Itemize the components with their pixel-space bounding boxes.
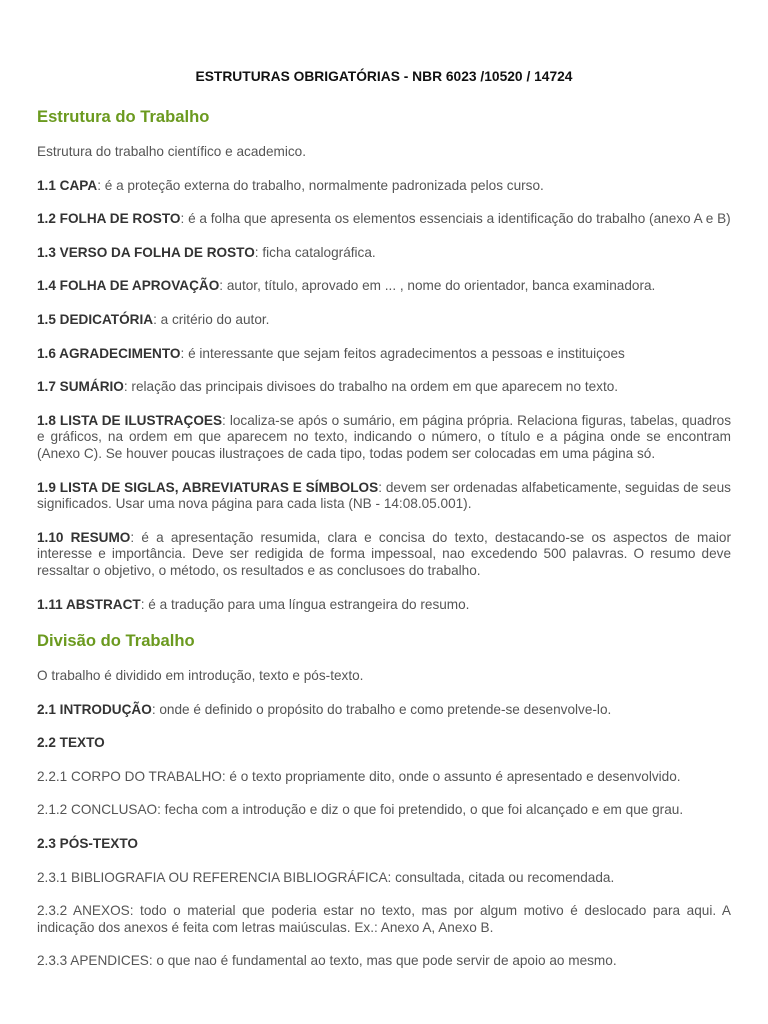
item-anexos: 2.3.2 ANEXOS: todo o material que poderia estar no texto, mas por algum motivo é deslocado para aqui. A indicação dos anexos é feita com letras maiúsculas. Ex.: Anexo A, Anexo B. — [37, 903, 731, 935]
item-label: 2.1 INTRODUÇÃO — [37, 701, 152, 717]
item-text: : localiza-se após o sumário, em página própria. Relaciona figuras, tabelas, quadros e gráficos, na ordem em que aparecem no texto, indicando o número, o título e a página onde se encontram (Anexo C). Se houver poucas ilustraçoes de cada tipo, todas podem ser colocadas em uma página só. — [37, 412, 731, 461]
item-agradecimento — [37, 346, 731, 363]
item-label: 2.2 TEXTO — [37, 735, 105, 751]
item-text: : devem ser ordenadas alfabeticamente, seguidas de seus significados. Usar uma nova página para cada lista (NB - 14:08.05.001). — [37, 479, 731, 512]
item-label: 1.11 ABSTRACT — [37, 596, 141, 612]
item-text: : a critério do autor. — [153, 311, 270, 327]
item-label: 2.3 PÓS-TEXTO — [37, 836, 138, 852]
item-pos-texto — [37, 836, 731, 853]
section-intro: O trabalho é dividido em introdução, texto e pós-texto. — [37, 668, 364, 684]
item-label: 1.1 CAPA — [37, 177, 98, 193]
item-text: : relação das principais divisoes do trabalho na ordem em que aparecem no texto. — [123, 379, 619, 395]
item-label: 1.6 AGRADECIMENTO — [37, 345, 181, 361]
item-label: 1.8 LISTA DE ILUSTRAÇOES — [37, 412, 223, 428]
item-label: 1.5 DEDICATÓRIA — [37, 311, 154, 327]
item-text: : é a apresentação resumida, clara e concisa do texto, destacando-se os aspectos de maior interesse e importância. Deve ser redigida de forma impessoal, nao excedendo 500 palavras. O resumo deve ressaltar o objetivo, o método, os resultados e as conclusoes do trabalho. — [37, 529, 732, 578]
item-resumo — [37, 530, 731, 580]
item-text: : é interessante que sejam feitos agradecimentos a pessoas e instituiçoes — [180, 345, 625, 361]
item-capa — [37, 178, 731, 195]
item-folha-de-rosto — [37, 211, 731, 228]
item-introducao — [37, 702, 731, 719]
item-verso-folha-de-rosto — [37, 245, 731, 262]
item-text: : é a tradução para uma língua estrangeira do resumo. — [140, 596, 470, 612]
item-texto — [37, 735, 731, 752]
item-text: : é a folha que apresenta os elementos essenciais a identificação do trabalho (anexo A e B) — [180, 211, 731, 227]
section-intro: Estrutura do trabalho científico e academico. — [37, 144, 307, 159]
item-apendices: 2.3.3 APENDICES: o que nao é fundamental ao texto, mas que pode servir de apoio ao mesmo. — [37, 953, 617, 969]
item-label: 1.4 FOLHA DE APROVAÇÃO — [37, 278, 220, 294]
item-corpo-do-trabalho: 2.2.1 CORPO DO TRABALHO: é o texto propriamente dito, onde o assunto é apresentado e desenvolvido. — [37, 768, 681, 784]
item-text: : onde é definido o propósito do trabalho e como pretende-se desenvolve-lo. — [151, 701, 612, 717]
item-conclusao: 2.1.2 CONCLUSAO: fecha com a introdução e diz o que foi pretendido, o que foi alcançado e em que grau. — [37, 802, 684, 818]
item-abstract — [37, 597, 731, 614]
item-text: : ficha catalográfica. — [254, 244, 376, 260]
item-label: 1.3 VERSO DA FOLHA DE ROSTO — [37, 244, 255, 260]
item-text: : autor, título, aprovado em ... , nome do orientador, banca examinadora. — [219, 278, 656, 294]
item-lista-siglas — [37, 480, 731, 513]
item-label: 1.2 FOLHA DE ROSTO — [37, 211, 181, 227]
document-title: ESTRUTURAS OBRIGATÓRIAS - NBR 6023 /10520 / 14724 — [195, 69, 573, 84]
section-heading-estrutura: Estrutura do Trabalho — [37, 107, 210, 126]
item-label: 1.9 LISTA DE SIGLAS, ABREVIATURAS E SÍMBOLOS — [37, 479, 379, 495]
item-folha-de-aprovacao — [37, 278, 731, 295]
item-label: 1.10 RESUMO — [37, 529, 131, 545]
item-dedicatoria — [37, 312, 731, 329]
item-sumario — [37, 379, 731, 396]
item-label: 1.7 SUMÁRIO — [37, 379, 124, 395]
section-heading-divisao: Divisão do Trabalho — [37, 631, 195, 651]
item-lista-ilustracoes — [37, 413, 731, 463]
item-bibliografia: 2.3.1 BIBLIOGRAFIA OU REFERENCIA BIBLIOGRÁFICA: consultada, citada ou recomendada. — [37, 869, 615, 885]
item-text: : é a proteção externa do trabalho, normalmente padronizada pelos curso. — [97, 177, 544, 193]
